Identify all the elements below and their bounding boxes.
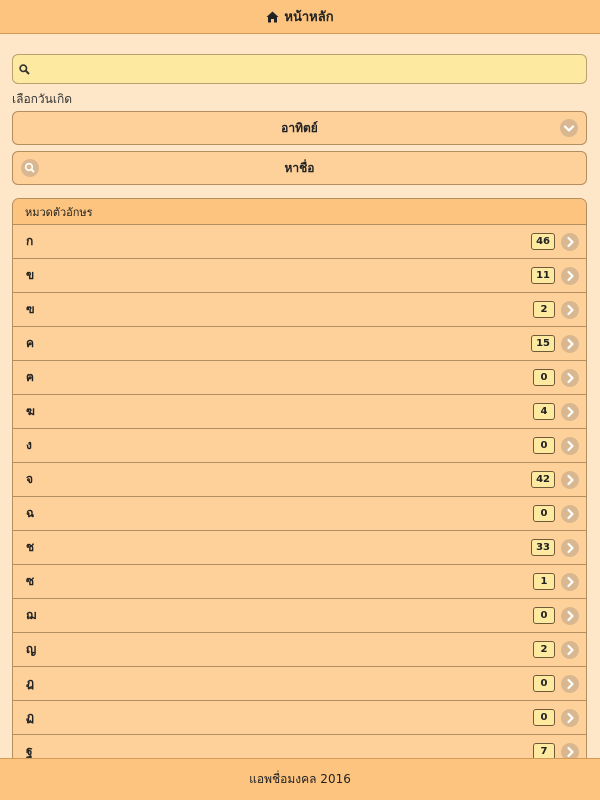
list-item[interactable] [13, 293, 586, 327]
count-badge: 7 [533, 743, 555, 758]
list-item[interactable] [13, 259, 586, 293]
main-content [0, 34, 600, 758]
chevron-right-icon [561, 233, 579, 251]
chevron-right-icon [561, 607, 579, 625]
home-icon [266, 11, 279, 23]
chevron-right-icon [561, 675, 579, 693]
chevron-right-icon [561, 709, 579, 727]
list-item[interactable] [13, 395, 586, 429]
chevron-right-icon [561, 369, 579, 387]
list-item-letter: ฃ [26, 302, 35, 316]
list-item-letter: ซ [26, 574, 35, 588]
search-icon [21, 159, 39, 180]
list-item[interactable] [13, 361, 586, 395]
count-badge: 1 [533, 573, 555, 590]
list-item[interactable] [13, 531, 586, 565]
count-badge: 0 [533, 437, 555, 454]
list-item-letter: ญ [26, 642, 37, 656]
count-badge: 2 [533, 641, 555, 658]
list-item-letter: ช [26, 540, 35, 554]
chevron-right-icon [561, 505, 579, 523]
chevron-right-icon [561, 539, 579, 557]
list-item-letter: ข [26, 268, 35, 282]
count-badge: 0 [533, 505, 555, 522]
list-header: หมวดตัวอักษร [13, 199, 586, 225]
chevron-right-icon [561, 335, 579, 353]
list-item[interactable] [13, 667, 586, 701]
count-badge: 2 [533, 301, 555, 318]
chevron-right-icon [561, 437, 579, 455]
dob-label: เลือกวันเกิด [12, 92, 73, 106]
chevron-down-icon [560, 119, 578, 140]
count-badge: 46 [531, 233, 555, 250]
chevron-right-icon [561, 301, 579, 319]
day-select[interactable] [12, 111, 587, 145]
list-item-letter: ฅ [26, 370, 35, 384]
list-item-letter: ฏ [26, 710, 35, 724]
count-badge: 15 [531, 335, 555, 352]
count-badge: 42 [531, 471, 555, 488]
list-item-letter: ค [26, 336, 35, 350]
search-input[interactable] [34, 55, 586, 83]
count-badge: 0 [533, 709, 555, 726]
app-header [0, 0, 600, 34]
list-item[interactable] [13, 735, 586, 758]
list-item[interactable] [13, 633, 586, 667]
chevron-right-icon [561, 641, 579, 659]
list-item[interactable] [13, 327, 586, 361]
count-badge: 0 [533, 675, 555, 692]
find-name-label: หาชื่อ [284, 160, 315, 175]
search-icon [19, 64, 30, 75]
count-badge: 11 [531, 267, 555, 284]
count-badge: 0 [533, 607, 555, 624]
list-item-letter: ฐ [26, 744, 33, 758]
app-footer [0, 758, 600, 800]
list-item[interactable] [13, 497, 586, 531]
chevron-right-icon [561, 471, 579, 489]
chevron-right-icon [561, 573, 579, 591]
list-item-letter: ฆ [26, 404, 35, 418]
list-item[interactable] [13, 599, 586, 633]
search-box[interactable] [12, 54, 587, 84]
list-item-letter: ง [26, 438, 32, 452]
count-badge: 0 [533, 369, 555, 386]
list-item-letter: ก [26, 234, 34, 248]
list-item-letter: จ [26, 472, 34, 486]
day-select-value: อาทิตย์ [281, 120, 318, 135]
list-item[interactable] [13, 701, 586, 735]
list-item[interactable] [13, 225, 586, 259]
list-item[interactable] [13, 463, 586, 497]
list-item[interactable] [13, 429, 586, 463]
chevron-right-icon [561, 743, 579, 758]
list-item-letter: ฎ [26, 676, 35, 690]
list-item[interactable] [13, 565, 586, 599]
page-title: หน้าหลัก [284, 10, 334, 25]
chevron-right-icon [561, 403, 579, 421]
footer-text: แอพชื่อมงคล 2016 [249, 772, 351, 786]
count-badge: 33 [531, 539, 555, 556]
list-item-letter: ฌ [26, 608, 37, 622]
find-name-button[interactable] [12, 151, 587, 185]
list-item-letter: ฉ [26, 506, 35, 520]
count-badge: 4 [533, 403, 555, 420]
chevron-right-icon [561, 267, 579, 285]
letter-category-list [12, 198, 587, 758]
